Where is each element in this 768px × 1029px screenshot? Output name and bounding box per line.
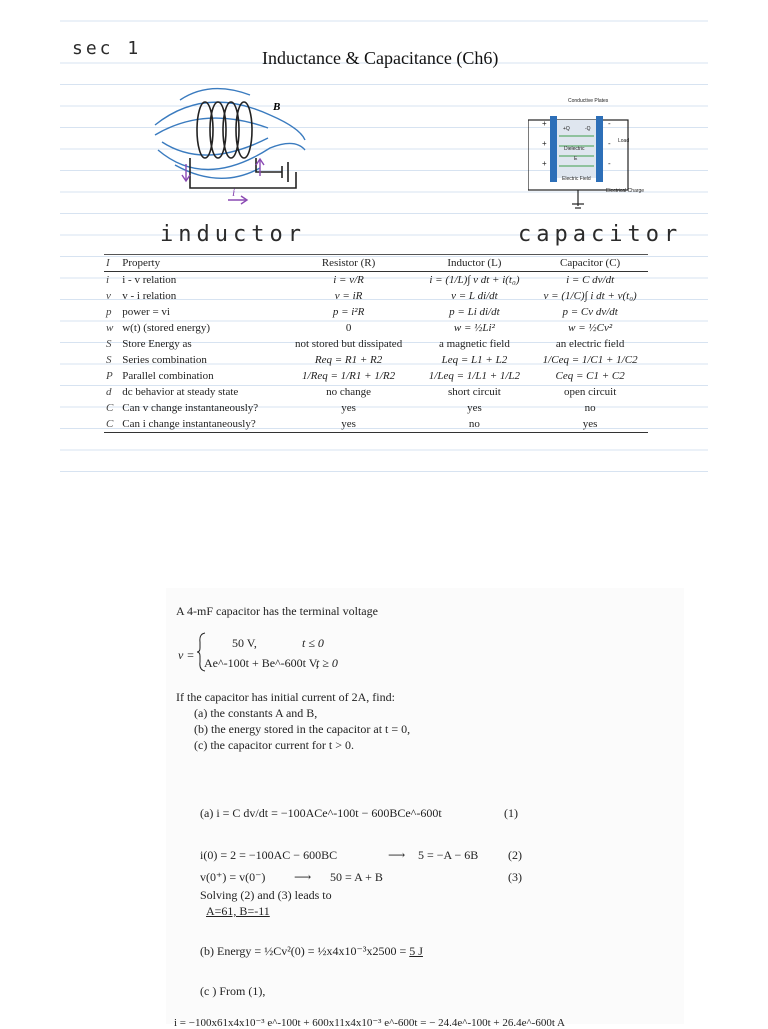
energy-result: 5 J <box>409 944 423 958</box>
table-header-row: I Property Resistor (R) Inductor (L) Capacitor (C) <box>104 255 648 272</box>
voltage-case-1-condition: t ≤ 0 <box>302 636 324 650</box>
load-label: Load <box>618 138 630 144</box>
voltage-case-2: Ae^-100t + Be^-600t V, <box>204 656 319 670</box>
table-row: S Series combination Req = R1 + R2 Leq = L1 + L2 1/Ceq = 1/C1 + 1/C2 <box>106 353 638 366</box>
equation-1-number: (1) <box>504 806 518 820</box>
equation-3-right: 50 = A + B <box>330 870 383 884</box>
page-title: Inductance & Capacitance (Ch6) <box>262 48 499 68</box>
problem-intro: A 4-mF capacitor has the terminal voltage <box>176 604 378 618</box>
header-inductor: Inductor (L) <box>417 255 533 272</box>
part-b: (b) the energy stored in the capacitor at t = 0, <box>194 722 411 736</box>
solution-b: (b) Energy = ½Cv²(0) = ½x4x10⁻³x2500 = 5 J <box>200 944 423 958</box>
electric-field-label: Electric Field <box>562 176 591 182</box>
problem-section: A 4-mF capacitor has the terminal voltage v = 50 V, t ≤ 0 Ae^-100t + Be^-600t V, t ≥ 0 If the capacitor has initial current of 2A, find: (a) the constants A and B, (b) the energy stored in the capacitor at t = 0, (c) the capacitor current for t > 0. (a) i = C dv/dt = −100ACe^-100t − 600BCe^-600t (1) i(0) = 2 = −100AC − 600BC ⟶ 5 = −A − 6B (2) v(0⁺) = v(0⁻) ⟶ 50 = A + B (3) Solving (2) and (3) leads to A=61, B=-11 (b) Energy = ½Cv²(0) = ½x4x10⁻³x2500 = 5 J (c ) From (1), i = −100x61x4x10⁻³ e^-100t + 600x11x4x10⁻³ e^-600t = − 24.4e^-100t + 26.4e^-600t A <box>166 588 684 1024</box>
header-capacitor: Capacitor (C) <box>532 255 648 272</box>
section-note: sec 1 <box>72 38 142 59</box>
table-row: S Store Energy as not stored but dissipated a magnetic field an electric field <box>106 337 625 350</box>
plus-q-label: +Q <box>563 126 570 132</box>
electrical-charge-label: Electrical Charge <box>606 188 645 194</box>
solution-a: (a) i = C dv/dt = −100ACe^-100t − 600BCe^-600t <box>200 806 442 820</box>
solution-c: (c ) From (1), <box>200 984 266 998</box>
inductor-diagram <box>150 80 310 220</box>
equation-2-left: i(0) = 2 = −100AC − 600BC <box>200 848 338 862</box>
equation-2-number: (2) <box>508 848 522 862</box>
svg-text:-: - <box>608 119 611 128</box>
voltage-case-2-condition: t ≥ 0 <box>316 656 338 670</box>
table-row: d dc behavior at steady state no change short circuit open circuit <box>106 385 617 398</box>
solving-text: Solving (2) and (3) leads to <box>200 888 332 902</box>
equation-3-number: (3) <box>508 870 522 884</box>
conductive-plates-label: Conductive Plates <box>568 98 609 104</box>
table-row: v v - i relation v = iR v = L di/dt v = (1/C)∫ i dt + v(t₀) <box>106 289 637 302</box>
equation-3-left: v(0⁺) = v(0⁻) <box>200 870 266 884</box>
minus-q-label: -Q <box>585 126 591 132</box>
table-row: w w(t) (stored energy) 0 w = ½Li² w = ½Cv² <box>106 321 613 334</box>
e-label: E <box>574 156 578 162</box>
equation-2-right: 5 = −A − 6B <box>418 848 479 862</box>
svg-text:+: + <box>542 159 547 168</box>
inductor-handwriting: inductor <box>160 222 306 247</box>
svg-text:-: - <box>608 139 611 148</box>
properties-table <box>104 254 648 433</box>
b-field-label: B <box>273 101 281 113</box>
dielectric-label: Dielectric <box>564 146 585 152</box>
table-row: i i - v relation i = v/R i = (1/L)∫ v dt + i(t₀) i = C dv/dt <box>106 273 615 286</box>
svg-text:+: + <box>542 119 547 128</box>
result-a-b: A=61, B=-11 <box>206 904 270 918</box>
header-resistor: Resistor (R) <box>281 255 417 272</box>
svg-text:+: + <box>542 139 547 148</box>
part-a: (a) the constants A and B, <box>194 706 318 720</box>
header-property: Property <box>120 255 280 272</box>
current-label: i <box>232 185 236 199</box>
capacitor-handwriting: capacitor <box>518 222 683 247</box>
table-row: P Parallel combination 1/Req = 1/R1 + 1/R2 1/Leq = 1/L1 + 1/L2 Ceq = C1 + C2 <box>106 369 625 382</box>
capacitor-diagram <box>528 94 648 218</box>
svg-text:-: - <box>608 159 611 168</box>
table-row: p power = vi p = i²R p = Li di/dt p = Cv dv/dt <box>106 305 618 318</box>
table-row: C Can i change instantaneously? yes no yes <box>104 416 648 433</box>
problem-given: If the capacitor has initial current of 2A, find: <box>176 690 395 704</box>
table-row: C Can v change instantaneously? yes yes no <box>106 401 596 414</box>
part-c: (c) the capacitor current for t > 0. <box>194 738 355 752</box>
solution-c-equation: i = −100x61x4x10⁻³ e^-100t + 600x11x4x10⁻³ e^-600t = − 24.4e^-100t + 26.4e^-600t A <box>174 1017 565 1029</box>
voltage-case-1: 50 V, <box>232 636 257 650</box>
